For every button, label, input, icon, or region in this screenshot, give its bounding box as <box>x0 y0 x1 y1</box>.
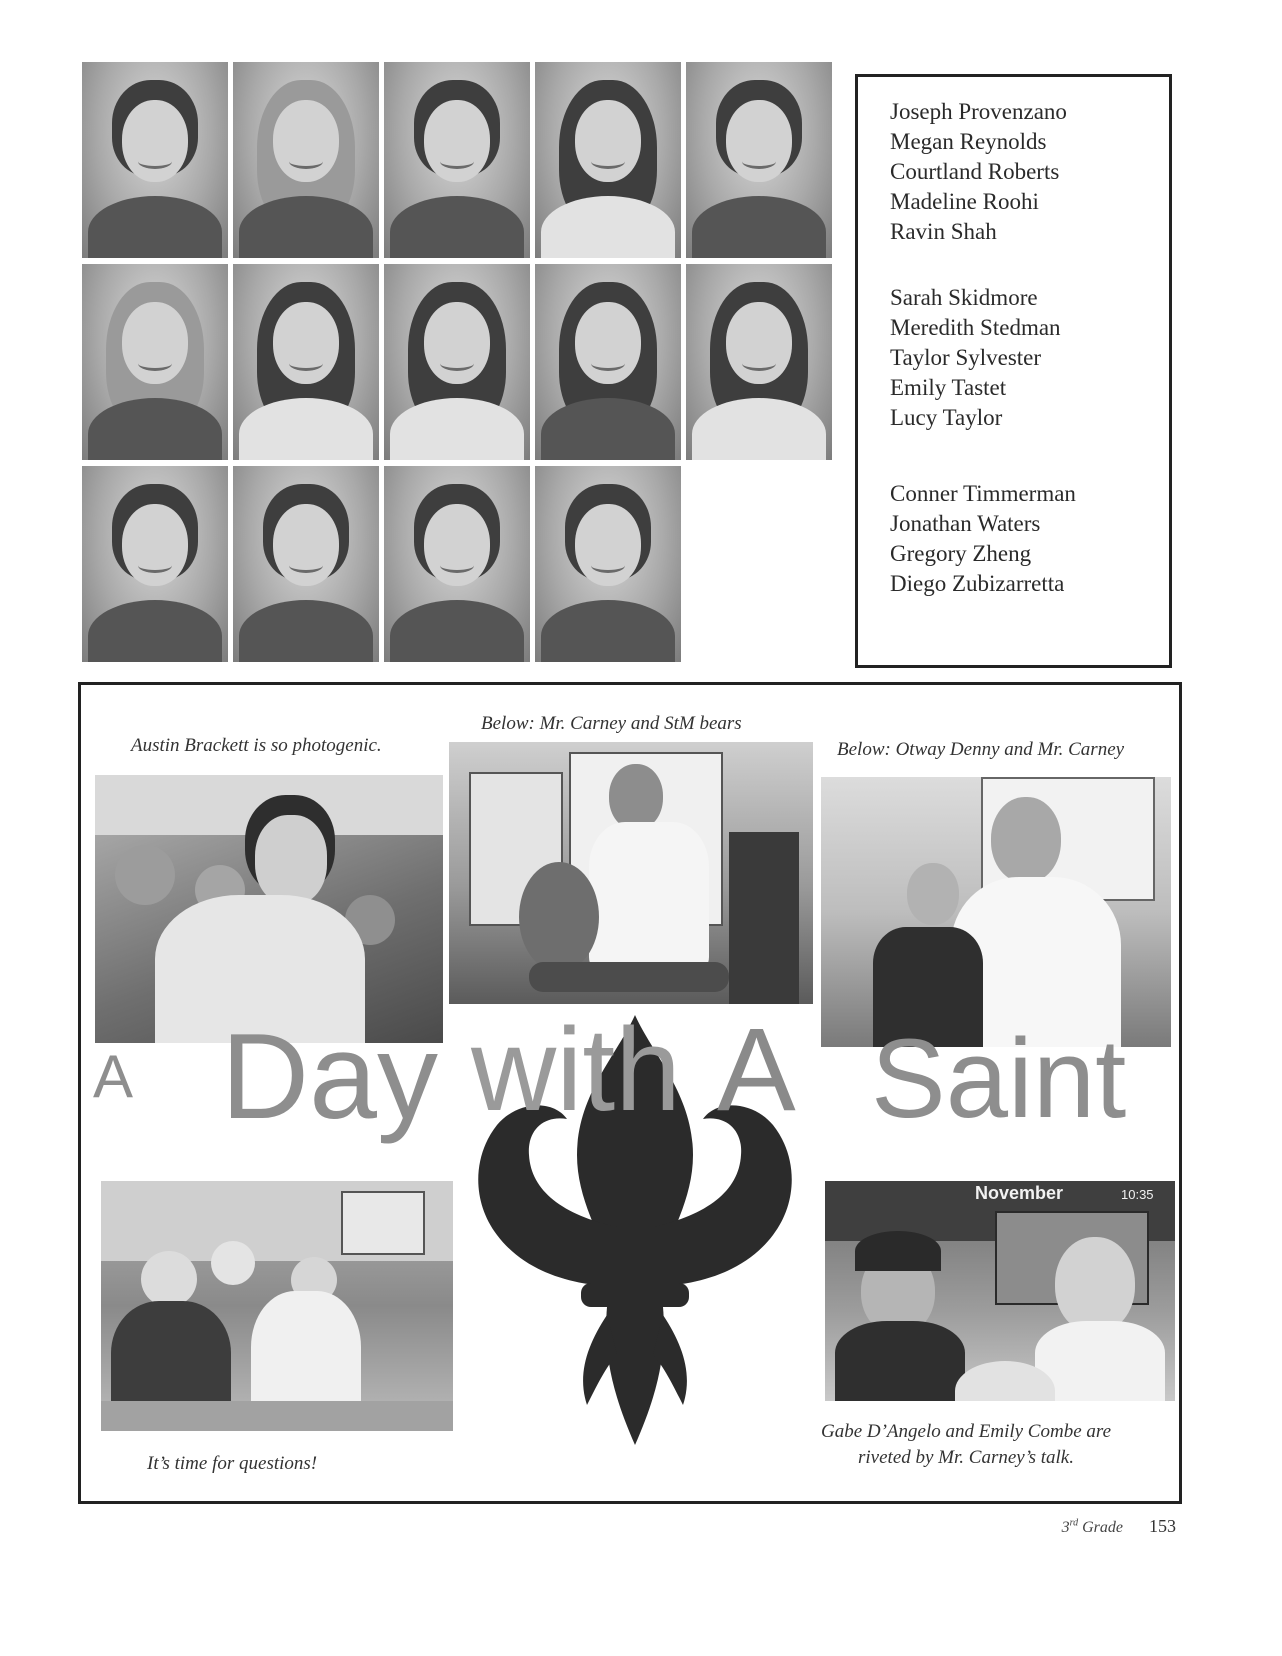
student-name: Madeline Roohi <box>890 189 1039 214</box>
student-name: Diego Zubizarretta <box>890 571 1065 596</box>
student-portrait <box>82 264 228 460</box>
student-portrait <box>233 62 379 258</box>
student-name: Jonathan Waters <box>890 511 1041 536</box>
feature-section <box>78 682 1182 1504</box>
student-portrait <box>384 62 530 258</box>
title-word: A <box>93 1043 134 1110</box>
student-name: Gregory Zheng <box>890 541 1032 566</box>
photo-austin-brackett <box>95 775 443 1043</box>
caption-carney-bears: Below: Mr. Carney and StM bears <box>481 713 742 734</box>
caption-otway: Below: Otway Denny and Mr. Carney <box>837 739 1125 760</box>
class-portrait-grid <box>82 62 832 666</box>
student-name: Taylor Sylvester <box>890 345 1042 370</box>
student-portrait <box>535 264 681 460</box>
student-name: Ravin Shah <box>890 219 997 244</box>
name-group <box>890 283 1169 433</box>
photo-questions <box>101 1181 453 1431</box>
caption-questions: It’s time for questions! <box>147 1453 318 1474</box>
caption-gabe-line2: riveted by Mr. Carney’s talk. <box>858 1447 1074 1468</box>
grade-word: Grade <box>1082 1519 1123 1536</box>
photo-otway-carney <box>821 777 1171 1047</box>
student-names-box <box>855 74 1172 668</box>
student-portrait <box>535 466 681 662</box>
student-name: Emily Tastet <box>890 375 1007 400</box>
student-name: Courtland Roberts <box>890 159 1060 184</box>
title-word: A <box>717 1004 796 1136</box>
name-group <box>890 479 1169 599</box>
student-portrait <box>686 264 832 460</box>
page-footer <box>1062 1516 1176 1537</box>
grade-label <box>1062 1519 1123 1536</box>
student-portrait <box>384 264 530 460</box>
title-word: with <box>471 1004 681 1136</box>
title-word: Day <box>221 1008 438 1144</box>
page-number: 153 <box>1149 1516 1176 1536</box>
student-portrait <box>82 62 228 258</box>
student-name: Conner Timmerman <box>890 481 1076 506</box>
caption-austin: Austin Brackett is so photogenic. <box>131 735 382 756</box>
student-portrait <box>686 62 832 258</box>
student-name: Meredith Stedman <box>890 315 1061 340</box>
student-name: Megan Reynolds <box>890 129 1047 154</box>
student-portrait <box>82 466 228 662</box>
student-name: Lucy Taylor <box>890 405 1003 430</box>
student-name: Joseph Provenzano <box>890 99 1067 124</box>
title-word: Saint <box>871 1016 1127 1141</box>
grade-number: 3 <box>1061 1519 1070 1536</box>
student-portrait <box>535 62 681 258</box>
student-portrait <box>233 466 379 662</box>
photo-carney-bears <box>449 742 813 1004</box>
student-portrait <box>233 264 379 460</box>
name-group <box>890 97 1169 247</box>
caption-gabe-line1: Gabe D’Angelo and Emily Combe are <box>820 1421 1112 1442</box>
student-portrait <box>384 466 530 662</box>
clock-time-label: 10:35 <box>1121 1187 1154 1202</box>
calendar-month-label: November <box>975 1183 1064 1203</box>
photo-gabe-emily <box>825 1181 1175 1401</box>
student-name: Sarah Skidmore <box>890 285 1038 310</box>
grade-suffix: rd <box>1069 1517 1079 1529</box>
